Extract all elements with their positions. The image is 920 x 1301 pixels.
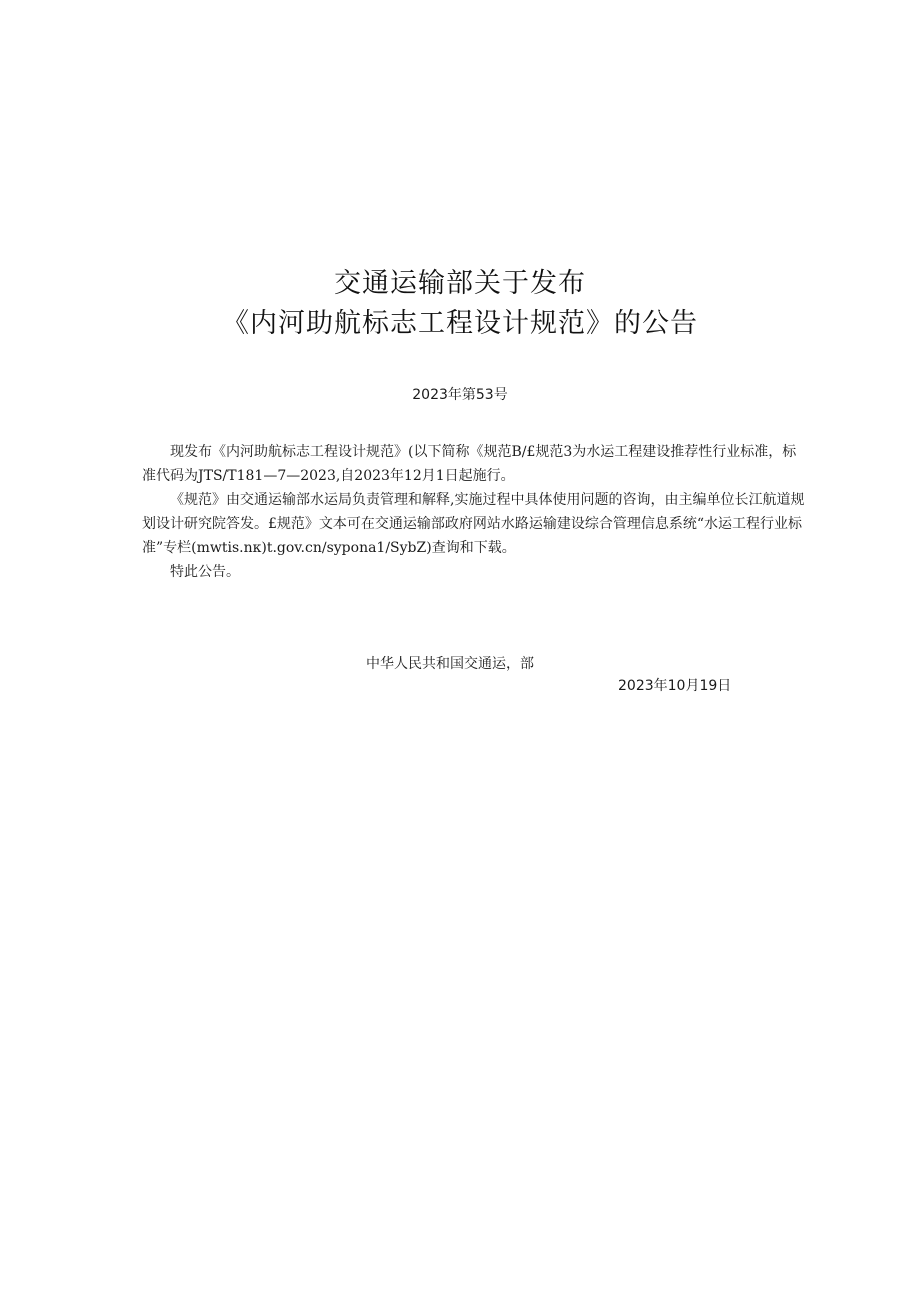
paragraph-2: 《规范》由交通运输部水运局负责管理和解释,实施过程中具体使用问题的咨询，由主编单位长江航道规划设计研究院答发。£规范》文本可在交通运输部政府网站水路运输建设综合管理信息系统“水运工程行业标准”专栏(mwtis.nк)t.gov.cn∕sypona1∕SybZ)查询和下载。 bbox=[142, 492, 805, 556]
paragraph-1: 现发布《内河助航标志工程设计规范》(以下简称《规范B∕£规范3为水运工程建设推荐性行业标准，标准代码为JTS/T181—7—2023,自2023年12月1日起施行。 bbox=[142, 444, 797, 484]
signature-date: 2023年10月19日 bbox=[618, 678, 732, 694]
title-line-1: 交通运输部关于发布 bbox=[334, 268, 586, 299]
paragraph-3: 特此公告。 bbox=[170, 564, 240, 580]
signature-organization: 中华人民共和国交通运，部 bbox=[366, 656, 534, 672]
title-line-2: 《内河助航标志工程设计规范》的公告 bbox=[222, 308, 698, 339]
document-number: 2023年第53号 bbox=[412, 387, 508, 403]
announcement-body bbox=[142, 440, 808, 584]
